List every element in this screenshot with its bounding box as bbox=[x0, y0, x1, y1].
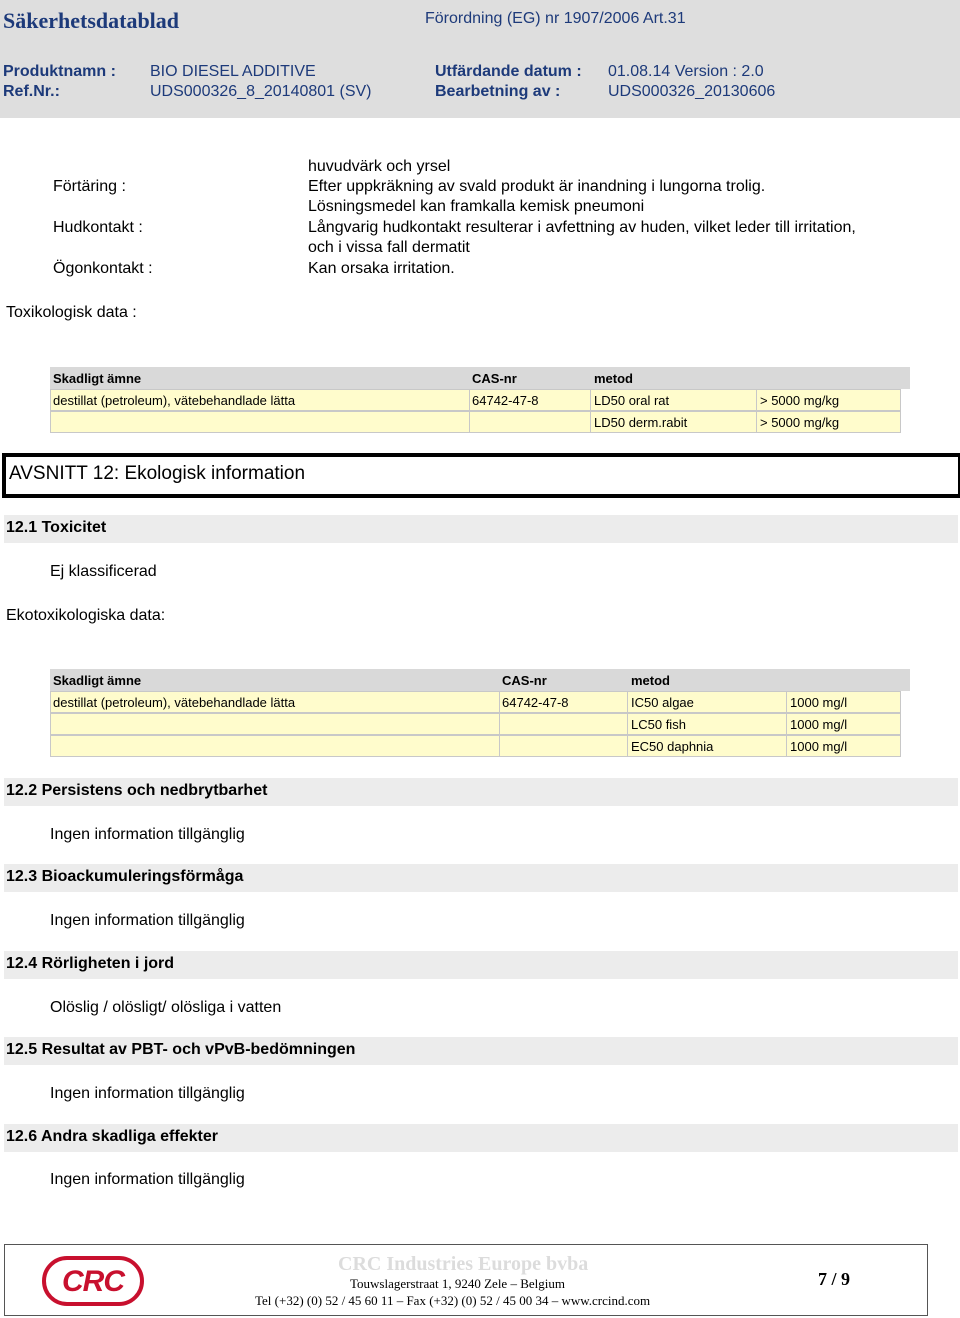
ecotox-table-row bbox=[50, 735, 901, 757]
tox-col-divider bbox=[590, 389, 591, 433]
tox-cell-value: > 5000 mg/kg bbox=[760, 415, 840, 430]
subsection-12-1-title: 12.1 Toxicitet bbox=[6, 519, 107, 536]
tox-cell-substance: destillat (petroleum), vätebehandlade lätta bbox=[53, 393, 296, 408]
issue-date-label: Utfärdande datum : bbox=[435, 63, 582, 80]
regulation-text: Förordning (EG) nr 1907/2006 Art.31 bbox=[425, 10, 686, 27]
subsection-12-5-text: Ingen information tillgänglig bbox=[50, 1085, 245, 1102]
crc-logo bbox=[42, 1256, 144, 1306]
ecotox-cell-value: 1000 mg/l bbox=[790, 739, 848, 754]
page-number: 7 / 9 bbox=[818, 1269, 851, 1289]
eye-contact-text: Kan orsaka irritation. bbox=[308, 260, 455, 277]
subsection-12-4-title: 12.4 Rörligheten i jord bbox=[6, 955, 175, 972]
product-name-label: Produktnamn : bbox=[3, 63, 116, 80]
footer-address: Touwslagerstraat 1, 9240 Zele – Belgium bbox=[350, 1276, 565, 1291]
eye-contact-label: Ögonkontakt : bbox=[53, 260, 153, 277]
tox-header-method: metod bbox=[594, 371, 633, 386]
ecotox-cell-value: 1000 mg/l bbox=[790, 695, 848, 710]
ingestion-text-2: Lösningsmedel kan framkalla kemisk pneumoni bbox=[308, 198, 645, 215]
ecotox-cell-value: 1000 mg/l bbox=[790, 717, 848, 732]
ecotox-data-label: Ekotoxikologiska data: bbox=[6, 607, 166, 624]
ecotox-cell-substance: destillat (petroleum), vätebehandlade lätta bbox=[53, 695, 296, 710]
tox-header-substance: Skadligt ämne bbox=[53, 371, 142, 386]
skin-contact-text-1: Långvarig hudkontakt resulterar i avfettning av huden, vilket leder till irritation, bbox=[308, 219, 856, 236]
ref-nr-value: UDS000326_8_20140801 (SV) bbox=[150, 83, 372, 100]
crc-logo-text: CRC bbox=[62, 1265, 124, 1298]
section-12-title: AVSNITT 12: Ekologisk information bbox=[9, 463, 306, 484]
ingestion-label: Förtäring : bbox=[53, 178, 126, 195]
ecotox-header-cas: CAS-nr bbox=[502, 673, 547, 688]
tox-cell-value: > 5000 mg/kg bbox=[760, 393, 840, 408]
processing-value: UDS000326_20130606 bbox=[608, 83, 776, 100]
subsection-12-4-text: Olöslig / olösligt/ olösliga i vatten bbox=[50, 999, 282, 1016]
tox-cell-method: LD50 derm.rabit bbox=[594, 415, 688, 430]
subsection-12-2-text: Ingen information tillgänglig bbox=[50, 826, 245, 843]
ecotox-table-row bbox=[50, 713, 901, 735]
ecotox-cell-method: EC50 daphnia bbox=[631, 739, 714, 754]
ecotox-col-divider bbox=[627, 691, 628, 757]
ecotox-cell-method: IC50 algae bbox=[631, 695, 694, 710]
subsection-12-3-text: Ingen information tillgänglig bbox=[50, 912, 245, 929]
ecotox-cell-cas: 64742-47-8 bbox=[502, 695, 569, 710]
processing-label: Bearbetning av : bbox=[435, 83, 561, 100]
footer-company-name: CRC Industries Europe bvba bbox=[338, 1253, 589, 1275]
tox-cell-cas: 64742-47-8 bbox=[472, 393, 539, 408]
tox-data-label: Toxikologisk data : bbox=[6, 304, 137, 321]
ecotox-col-divider bbox=[786, 691, 787, 757]
subsection-12-2-title: 12.2 Persistens och nedbrytbarhet bbox=[6, 782, 268, 799]
issue-date-value: 01.08.14 Version : 2.0 bbox=[608, 63, 764, 80]
subsection-12-5-title: 12.5 Resultat av PBT- och vPvB-bedömningen bbox=[6, 1041, 356, 1058]
tox-cell-method: LD50 oral rat bbox=[594, 393, 670, 408]
document-title: Säkerhetsdatablad bbox=[3, 8, 180, 33]
ref-nr-label: Ref.Nr.: bbox=[3, 83, 60, 100]
ecotox-table-header bbox=[50, 669, 910, 691]
subsection-12-3-title: 12.3 Bioackumuleringsförmåga bbox=[6, 868, 244, 885]
skin-contact-label: Hudkontakt : bbox=[53, 219, 143, 236]
ingestion-text-1: Efter uppkräkning av svald produkt är inandning i lungorna trolig. bbox=[308, 178, 766, 195]
subsection-12-1-text: Ej klassificerad bbox=[50, 563, 157, 580]
ecotox-header-method: metod bbox=[631, 673, 670, 688]
ecotox-header-substance: Skadligt ämne bbox=[53, 673, 142, 688]
headache-text: huvudvärk och yrsel bbox=[308, 158, 451, 175]
tox-header-cas: CAS-nr bbox=[472, 371, 517, 386]
ecotox-cell-method: LC50 fish bbox=[631, 717, 686, 732]
footer-contact: Tel (+32) (0) 52 / 45 60 11 – Fax (+32) (0) 52 / 45 00 34 – www.crcind.com bbox=[255, 1293, 651, 1308]
product-name-value: BIO DIESEL ADDITIVE bbox=[150, 63, 316, 80]
tox-col-divider bbox=[469, 389, 470, 433]
tox-col-divider bbox=[756, 389, 757, 433]
ecotox-col-divider bbox=[499, 691, 500, 757]
subsection-12-6-text: Ingen information tillgänglig bbox=[50, 1171, 245, 1188]
subsection-band bbox=[4, 515, 958, 543]
subsection-12-6-title: 12.6 Andra skadliga effekter bbox=[6, 1128, 218, 1145]
skin-contact-text-2: och i vissa fall dermatit bbox=[308, 239, 470, 256]
